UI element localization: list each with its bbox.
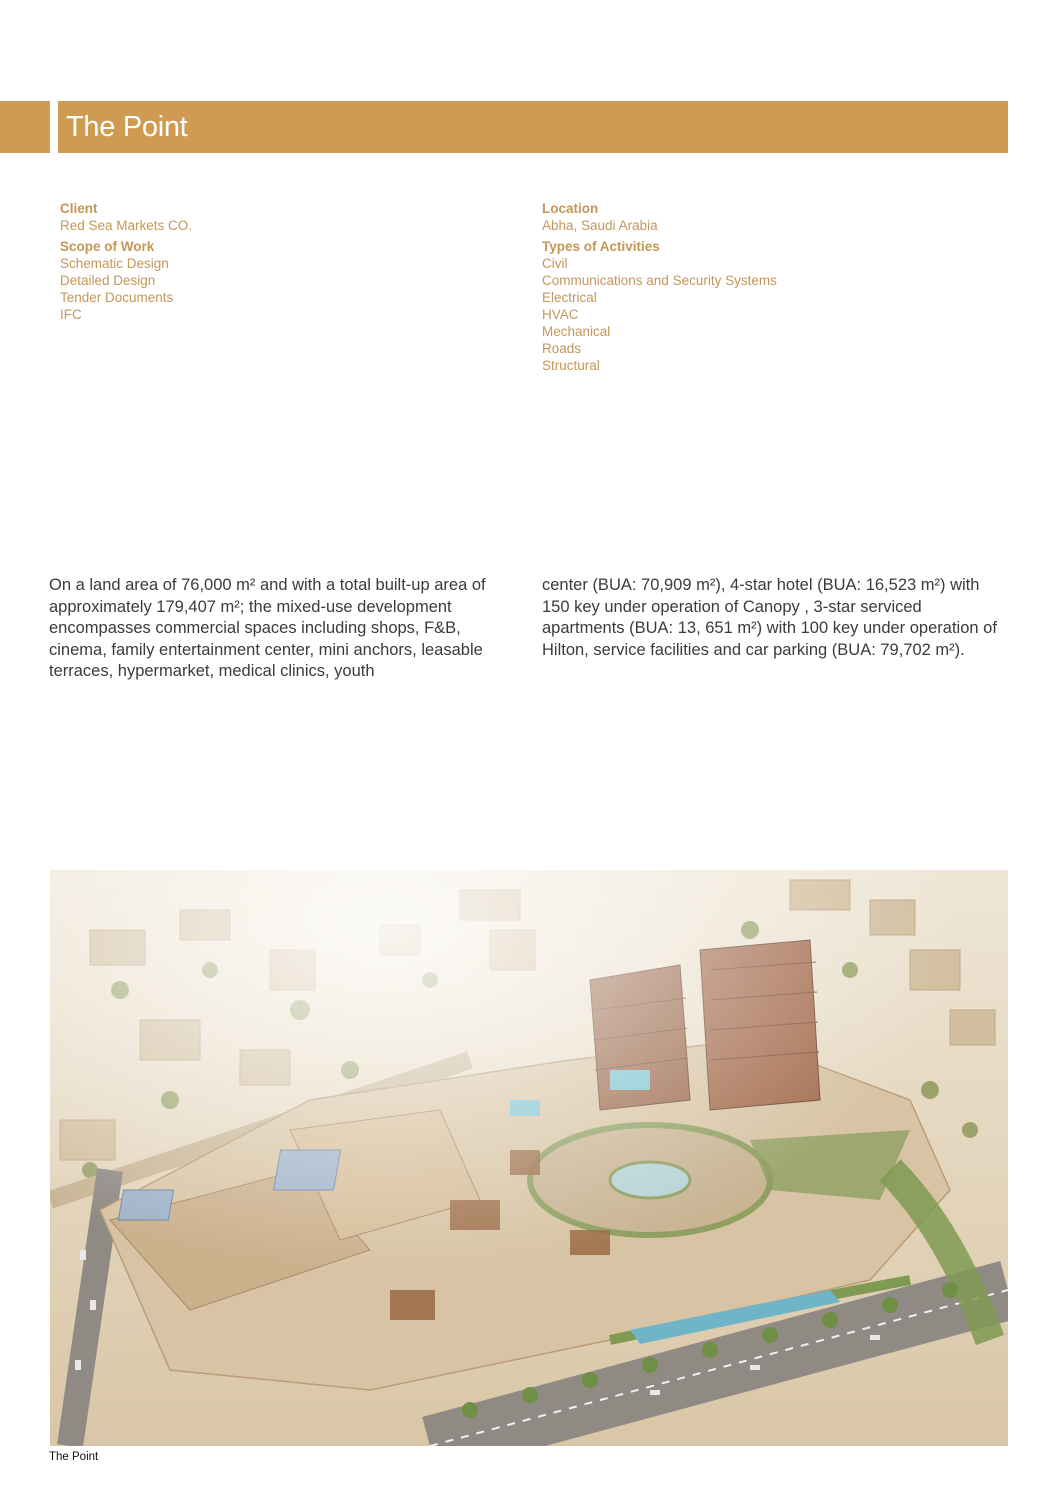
scope-item: Tender Documents <box>60 290 174 305</box>
activity-item: Roads <box>542 341 582 356</box>
accent-bar <box>0 101 50 153</box>
scope-item: Schematic Design <box>60 256 169 271</box>
activity-item: HVAC <box>542 307 579 322</box>
scope-item: IFC <box>60 307 82 322</box>
activity-item: Structural <box>542 358 600 373</box>
page-title: The Point <box>66 110 188 143</box>
description-column-1: On a land area of 76,000 m² and with a total built-up area of approximately 179,407 m²; the mixed-use development encompasses commercial spaces including shops, F&B, cinema, family entertainment center, mini anchors, leasable terraces, hypermarket, medical clinics, youth <box>49 576 486 680</box>
activity-item: Communications and Security Systems <box>542 273 777 288</box>
description-column-2: center (BUA: 70,909 m²), 4-star hotel (BUA: 16,523 m²) with 150 key under operation of Canopy , 3-star serviced apartments (BUA: 13, 651 m²) with 100 key under operation of Hilton, service facilities and car parking (BUA: 79,702 m²). <box>542 576 997 659</box>
client-value: Red Sea Markets CO. <box>60 218 193 233</box>
location-label: Location <box>542 201 599 216</box>
activity-item: Electrical <box>542 290 597 305</box>
title-bar <box>58 101 1008 153</box>
scope-item: Detailed Design <box>60 273 156 288</box>
activity-item: Mechanical <box>542 324 611 339</box>
scope-label: Scope of Work <box>60 239 155 254</box>
aerial-rendering-image <box>50 870 1008 1446</box>
location-value: Abha, Saudi Arabia <box>542 218 658 233</box>
footer-caption: The Point <box>49 1451 99 1463</box>
activities-label: Types of Activities <box>542 239 660 254</box>
activity-item: Civil <box>542 256 568 271</box>
project-info-right <box>542 200 777 374</box>
client-label: Client <box>60 201 98 216</box>
project-info-left <box>60 200 192 323</box>
